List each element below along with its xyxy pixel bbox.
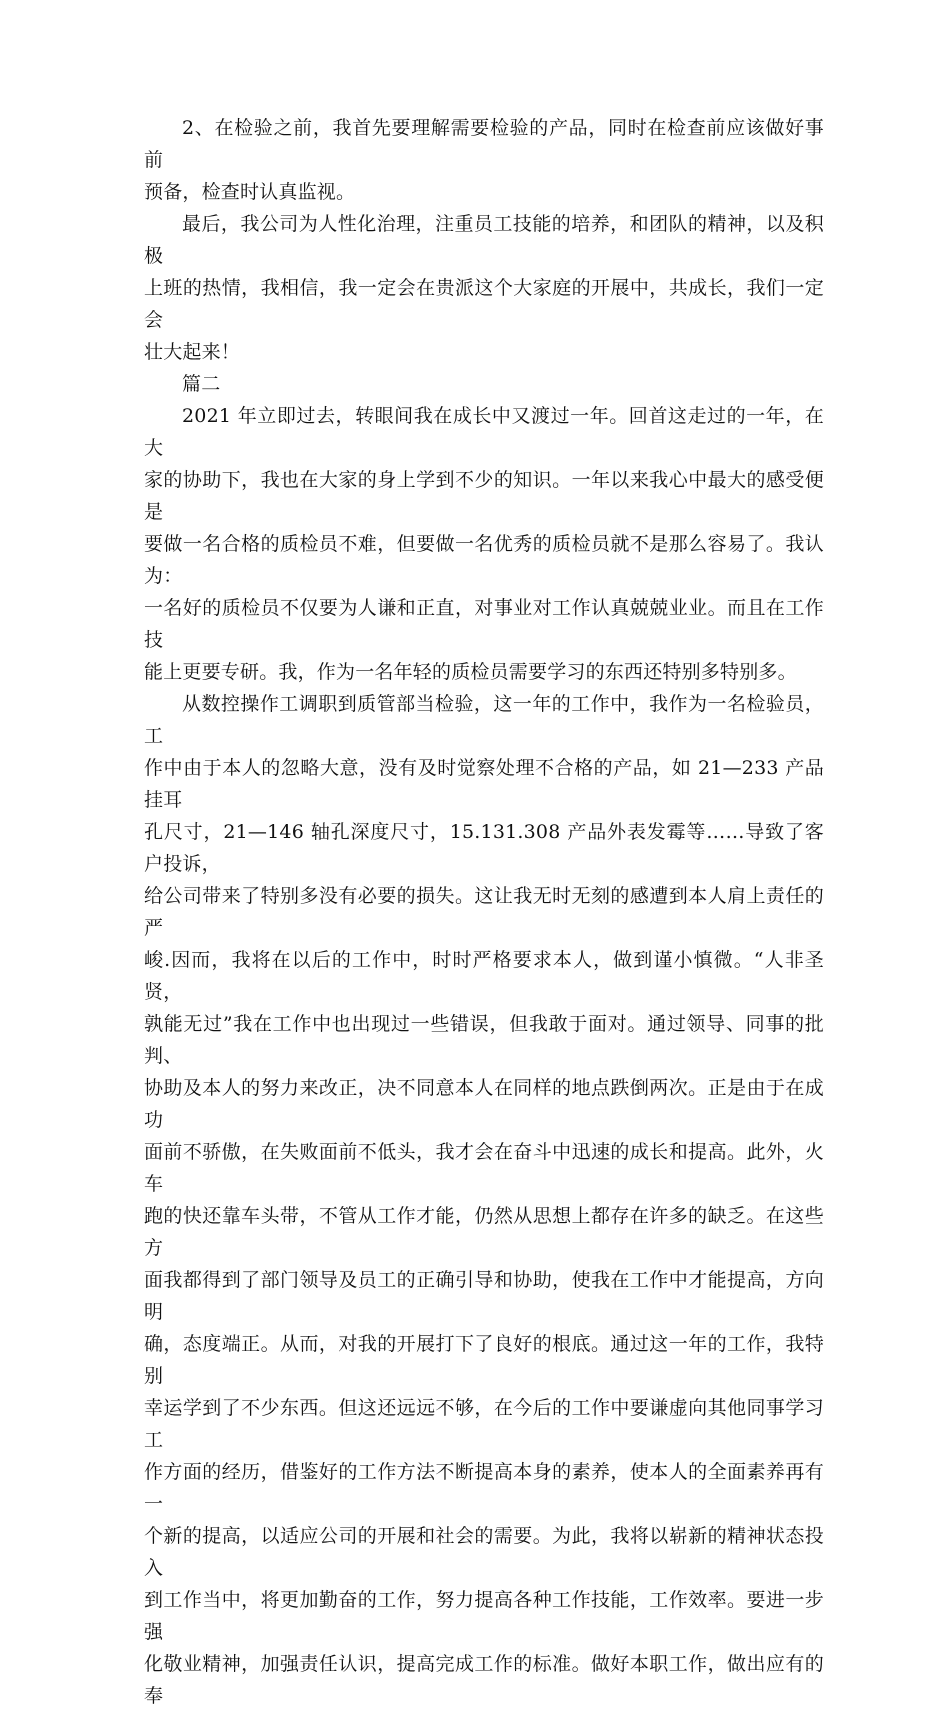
- paragraph-conclusion: 最后，我公司为人性化治理，注重员工技能的培养，和团队的精神，以及积极 上班的热情，我相信，我一定会在贵派这个大家庭的开展中，共成长，我们一定会 壮大起来！: [144, 213, 824, 363]
- paragraph-work-reflection: 从数控操作工调职到质管部当检验，这一年的工作中，我作为一名检验员，工 作中由于本人的忽略大意，没有及时觉察处理不合格的产品，如 21—233 产品挂耳 孔尺寸，21—146 轴孔深度尺寸，15.131.308 产品外表发霉等……导致了客户投诉， 给公司带来了特别多没有必要的损失。这让我无时无刻的感遭到本人肩上责任的严 峻.因而，我将在以后的工作中，时时严格要求本人，做到谨小慎微。“人非圣贤， 孰能无过”我在工作中也出现过一些错误，但我敢于面对。通过领导、同事的批判、 协助及本人的努力来改正，决不同意本人在同样的地点跌倒两次。正是由于在成功 面前不骄傲，在失败面前不低头，我才会在奋斗中迅速的成长和提高。此外，火车 跑的快还靠车头带，不管从工作才能，仍然从思想上都存在许多的缺乏。在这些方 面我都得到了部门领导及员工的正确引导和协助，使我在工作中才能提高，方向明 确，态度端正。从而，对我的开展打下了良好的根底。通过这一年的工作，我特别 幸运学到了不少东西。但这还远远不够，在今后的工作中要谦虚向其他同事学习工 作方面的经历，借鉴好的工作方法不断提高本身的素养，使本人的全面素养再有一 个新的提高，以适应公司的开展和社会的需要。为此，我将以崭新的精神状态投入 到工作当中，将更加勤奋的工作，努力提高各种工作技能，工作效率。要进一步强 化敬业精神，加强责任认识，提高完成工作的标准。做好本职工作，做出应有的奉: [144, 693, 824, 1707]
- section-heading-part-two: 篇二: [182, 373, 221, 395]
- paragraph-year-review: 2021 年立即过去，转眼间我在成长中又渡过一年。回首这走过的一年，在大 家的协助下，我也在大家的身上学到不少的知识。一年以来我心中最大的感受便是 要做一名合格的质检员不难，但要做一名优秀的质检员就不是那么容易了。我认为： 一名好的质检员不仅要为人谦和正直，对事业对工作认真兢兢业业。而且在工作技 能上更要专研。我，作为一名年轻的质检员需要学习的东西还特别多特别多。: [144, 405, 824, 683]
- document-body: [144, 112, 824, 1712]
- paragraph-inspection-step-2: 2、在检验之前，我首先要理解需要检验的产品，同时在检查前应该做好事前 预备，检查时认真监视。: [144, 117, 824, 203]
